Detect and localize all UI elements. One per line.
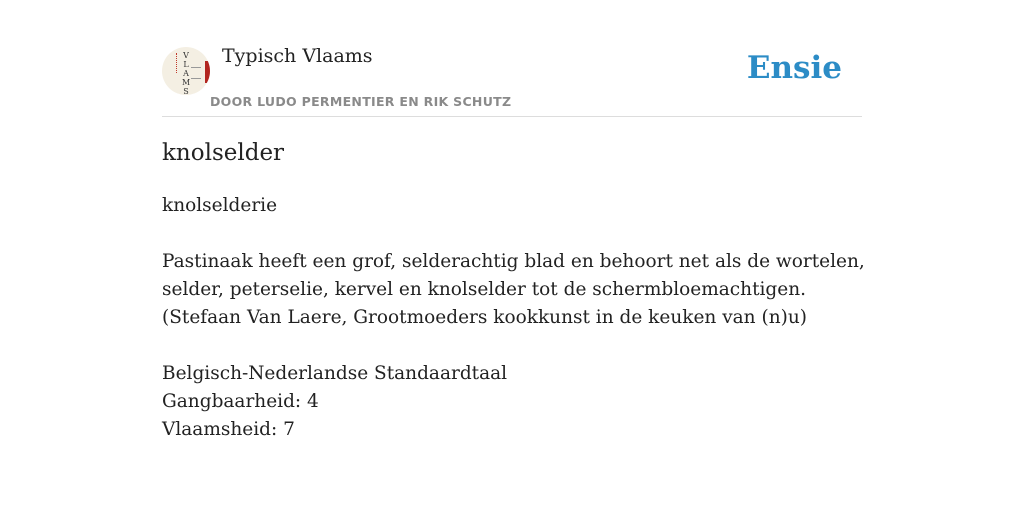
entry-term: knolselder	[162, 140, 285, 166]
spacer	[162, 220, 867, 248]
entry-vlaamsheid: Vlaamsheid: 7	[162, 419, 295, 440]
book-cover-avatar[interactable]	[162, 47, 210, 95]
entry-gangbaarheid: Gangbaarheid: 4	[162, 391, 319, 412]
entry-synonym: knolselderie	[162, 195, 278, 216]
book-header	[162, 0, 862, 117]
cover-decoration-lines	[191, 67, 201, 79]
entry-quote: Pastinaak heeft een grof, selderachtig blad en behoort net als de wortelen, selder, peterselie, kervel en knolselder tot de schermbloemachtigen.	[162, 251, 865, 300]
entry-language: Belgisch-Nederlandse Standaardtaal	[162, 363, 508, 384]
cover-decoration	[176, 53, 179, 73]
entry-quote-source: (Stefaan Van Laere, Grootmoeders kookkunst in de keuken van (n)u)	[162, 307, 807, 328]
content-container	[162, 0, 865, 440]
spacer	[162, 332, 867, 360]
entry-body	[162, 192, 867, 444]
ensie-logo-link[interactable]: Ensie	[746, 50, 842, 86]
book-title-link[interactable]: Typisch Vlaams	[222, 45, 373, 67]
cover-logo-letters: V L A M S	[182, 51, 191, 95]
cover-red-bar	[205, 61, 210, 83]
book-authors: DOOR LUDO PERMENTIER EN RIK SCHUTZ	[210, 94, 512, 109]
